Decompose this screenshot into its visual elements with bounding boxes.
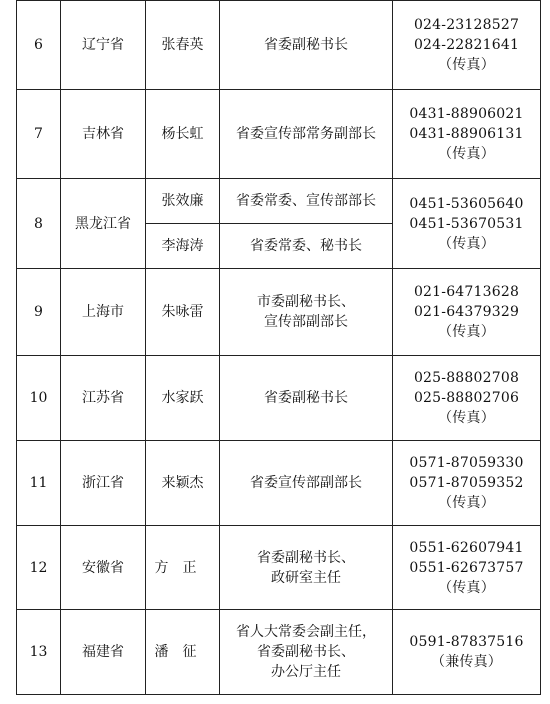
position-title xyxy=(220,1,393,90)
position-title-line: 省委宣传部副部长 xyxy=(250,475,362,491)
person-name: 水家跃 xyxy=(146,356,220,441)
phone-number: 021-64379329 xyxy=(413,304,520,320)
phone-number: 021-64713628 xyxy=(413,284,520,300)
fax-note: （传真） xyxy=(438,410,495,426)
phone-cell xyxy=(393,610,541,695)
person-name: 朱咏雷 xyxy=(146,269,220,356)
province-cell: 上海市 xyxy=(61,269,146,356)
province-cell: 福建省 xyxy=(61,610,146,695)
position-title-line: 省委副秘书长 xyxy=(264,37,348,53)
position-title-line: 省委常委、宣传部部长 xyxy=(236,193,376,209)
phone-cell xyxy=(393,356,541,441)
table-row xyxy=(17,356,541,441)
person-name: 张春英 xyxy=(146,1,220,90)
row-number: 11 xyxy=(17,441,61,526)
province-cell: 黑龙江省 xyxy=(61,179,146,269)
position-title-line: 省委常委、秘书长 xyxy=(250,238,362,254)
position-title xyxy=(220,224,393,269)
position-title xyxy=(220,526,393,610)
contact-table-body xyxy=(17,1,541,695)
person-name: 方正 xyxy=(146,526,220,610)
fax-note: （传真） xyxy=(438,235,495,252)
phone-number: 025-88802708 xyxy=(413,370,520,386)
phone-cell xyxy=(393,269,541,356)
phone-cell xyxy=(393,1,541,90)
position-title-line: 政研室主任 xyxy=(271,569,341,586)
fax-note: （传真） xyxy=(438,146,495,162)
person-name: 李海涛 xyxy=(146,224,220,269)
fax-note: （传真） xyxy=(438,57,495,73)
fax-note: （兼传真） xyxy=(431,654,502,670)
position-title xyxy=(220,356,393,441)
contact-table xyxy=(16,0,541,695)
phone-number: 0431-88906131 xyxy=(409,126,524,142)
province-cell: 江苏省 xyxy=(61,356,146,441)
table-row xyxy=(17,526,541,610)
person-name: 潘征 xyxy=(146,610,220,695)
row-number: 6 xyxy=(17,1,61,90)
position-title-line: 省委宣传部常务副部长 xyxy=(236,126,376,142)
phone-cell xyxy=(393,441,541,526)
position-title-line: 宣传部副部长 xyxy=(264,314,348,330)
province-cell: 辽宁省 xyxy=(61,1,146,90)
fax-note: （传真） xyxy=(438,495,495,511)
person-name: 杨长虹 xyxy=(146,90,220,179)
position-title xyxy=(220,610,393,695)
person-name: 来颖杰 xyxy=(146,441,220,526)
table-row xyxy=(17,90,541,179)
phone-number: 0571-87059352 xyxy=(409,475,524,491)
fax-note: （传真） xyxy=(438,579,495,596)
province-cell: 浙江省 xyxy=(61,441,146,526)
position-title xyxy=(220,179,393,224)
phone-cell xyxy=(393,179,541,269)
table-row xyxy=(17,610,541,695)
person-name: 张效廉 xyxy=(146,179,220,224)
position-title xyxy=(220,269,393,356)
phone-number: 0591-87837516 xyxy=(409,634,524,650)
position-title-line: 办公厅主任 xyxy=(271,664,341,680)
phone-number: 0571-87059330 xyxy=(409,455,524,471)
table-row xyxy=(17,1,541,90)
position-title xyxy=(220,90,393,179)
row-number: 10 xyxy=(17,356,61,441)
position-title-line: 省人大常委会副主任， xyxy=(236,624,376,640)
province-cell: 安徽省 xyxy=(61,526,146,610)
phone-number: 0451-53605640 xyxy=(409,195,524,212)
phone-number: 025-88802706 xyxy=(413,390,520,406)
row-number: 12 xyxy=(17,526,61,610)
position-title xyxy=(220,441,393,526)
phone-number: 024-23128527 xyxy=(413,17,520,33)
fax-note: （传真） xyxy=(438,324,495,340)
row-number: 8 xyxy=(17,179,61,269)
phone-number: 0451-53670531 xyxy=(409,215,524,232)
position-title-line: 省委副秘书长 xyxy=(264,390,348,406)
phone-number: 024-22821641 xyxy=(413,37,520,53)
province-cell: 吉林省 xyxy=(61,90,146,179)
row-number: 9 xyxy=(17,269,61,356)
table-row xyxy=(17,179,541,224)
phone-cell xyxy=(393,90,541,179)
phone-number: 0551-62607941 xyxy=(409,539,524,556)
position-title-line: 市委副秘书长、 xyxy=(257,294,355,310)
table-row xyxy=(17,441,541,526)
row-number: 7 xyxy=(17,90,61,179)
position-title-line: 省委副秘书长、 xyxy=(257,549,355,566)
table-row xyxy=(17,269,541,356)
phone-cell xyxy=(393,526,541,610)
phone-number: 0431-88906021 xyxy=(409,106,524,122)
position-title-line: 省委副秘书长、 xyxy=(257,644,355,660)
row-number: 13 xyxy=(17,610,61,695)
phone-number: 0551-62673757 xyxy=(409,559,524,576)
